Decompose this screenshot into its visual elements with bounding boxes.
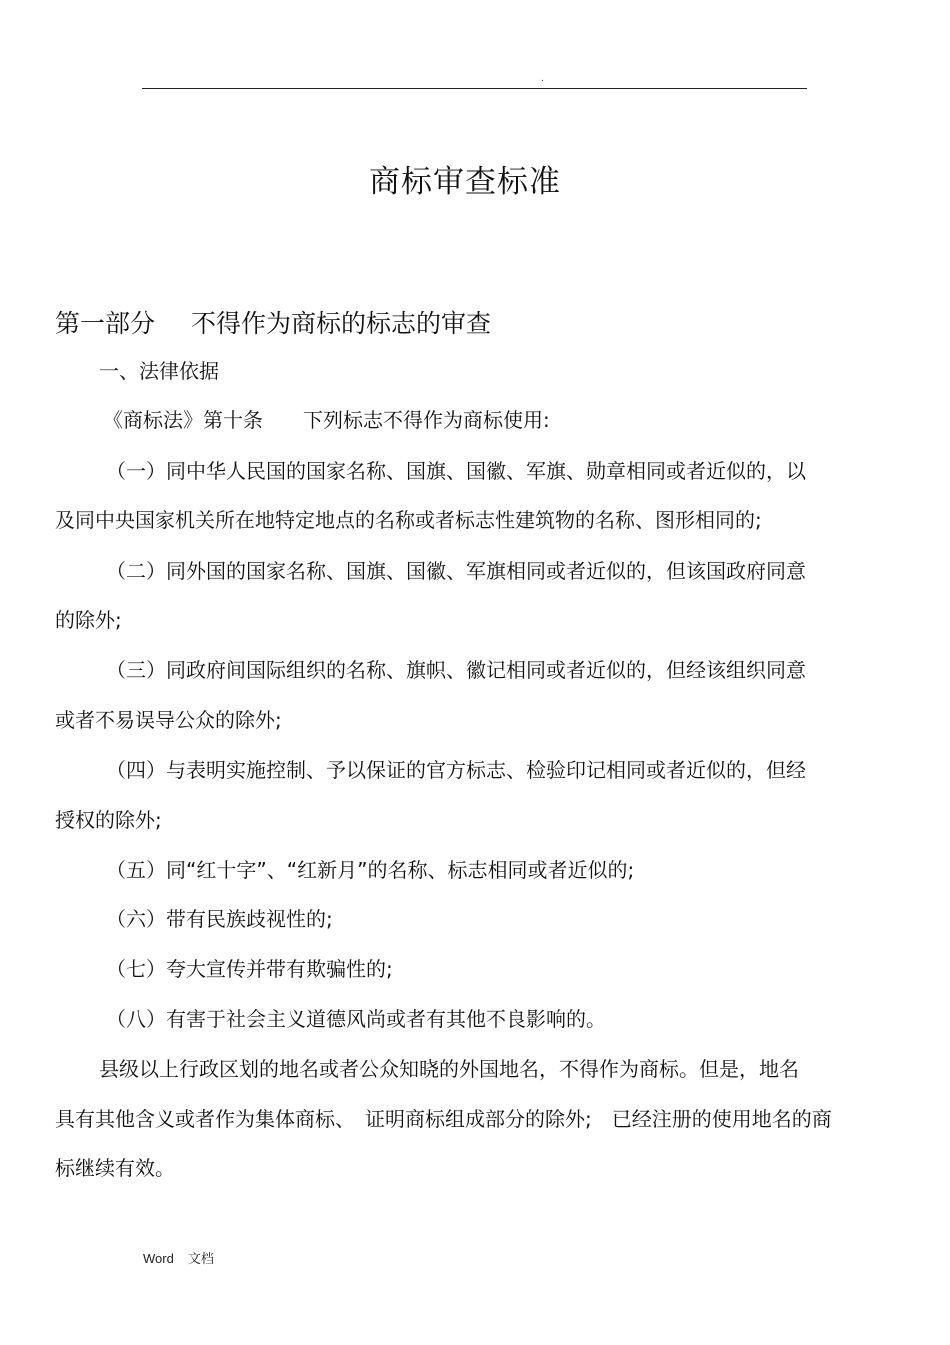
paragraph-line: （三）同政府间国际组织的名称、旗帜、徽记相同或者近似的，但经该组织同意: [106, 658, 806, 682]
paragraph-line: 标继续有效。: [55, 1156, 175, 1180]
section-title: 不得作为商标的标志的审查: [191, 309, 492, 338]
paragraph-line: （二）同外国的国家名称、国旗、国徽、军旗相同或者近似的，但该国政府同意: [106, 559, 806, 583]
paragraph-line: 具有其他含义或者作为集体商标、 证明商标组成部分的除外; 已经注册的使用地名的商: [55, 1107, 832, 1131]
header-rule: [142, 88, 807, 89]
footer-doc: 文档: [187, 1251, 214, 1266]
paragraph-line: （一）同中华人民国的国家名称、国旗、国徽、军旗、勋章相同或者近似的，以: [106, 459, 806, 483]
page-footer: [143, 1250, 214, 1268]
paragraph-line: 的除外;: [55, 608, 122, 632]
section-heading: [55, 304, 491, 344]
paragraph-line: （五）同“红十字”、“红新月”的名称、标志相同或者近似的;: [106, 858, 635, 882]
footer-word: Word: [143, 1251, 174, 1266]
paragraph-line: 《商标法》第十条 下列标志不得作为商标使用:: [103, 408, 550, 432]
paragraph-line: 或者不易误导公众的除外;: [55, 708, 282, 732]
paragraph-line: （六）带有民族歧视性的;: [106, 907, 333, 931]
paragraph-line: 及同中央国家机关所在地特定地点的名称或者标志性建筑物的名称、图形相同的;: [55, 508, 762, 532]
paragraph-line: （七）夸大宣传并带有欺骗性的;: [106, 957, 393, 981]
paragraph-line: 授权的除外;: [55, 808, 162, 832]
paragraph-line: （四）与表明实施控制、予以保证的官方标志、检验印记相同或者近似的，但经: [106, 758, 806, 782]
document-title: 商标审查标准: [369, 164, 561, 200]
header-dot: .: [541, 74, 544, 84]
section-number: 第一部分: [55, 309, 156, 338]
paragraph-line: 县级以上行政区划的地名或者公众知晓的外国地名，不得作为商标。但是，地名: [99, 1057, 799, 1081]
paragraph-line: （八）有害于社会主义道德风尚或者有其他不良影响的。: [106, 1007, 606, 1031]
paragraph-line: 一、法律依据: [99, 359, 219, 383]
